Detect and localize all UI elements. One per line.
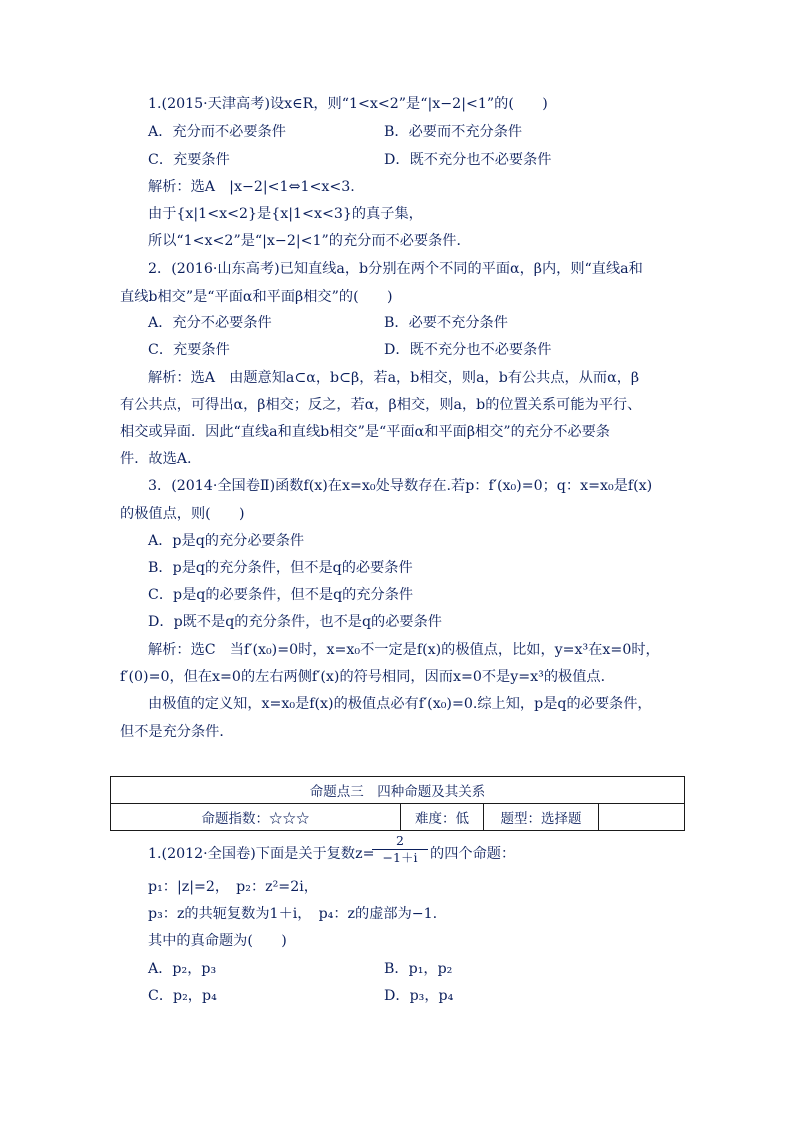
section-info-table (110, 776, 685, 831)
q4-proposition-line: p₃：z的共轭复数为1＋i， p₄：z的虚部为−1. (148, 906, 438, 922)
q1-option-c: C．充要条件 (148, 152, 230, 168)
q2-analysis-line: 相交或异面．因此“直线a和直线b相交”是“平面α和平面β相交”的充分不必要条 (120, 424, 610, 440)
q3-analysis-line: 由极值的定义知，x=x₀是f(x)的极值点必有f′(x₀)=0.综上知，p是q的必要条件， (148, 696, 652, 712)
q3-analysis-line: f′(0)=0，但在x=0的左右两侧f′(x)的符号相同，因而x=0不是y=x³的极值点． (120, 669, 615, 685)
q2-option-a: A．充分不必要条件 (148, 315, 272, 331)
q3-stem-line: 的极值点，则( ) (120, 506, 245, 522)
section-title: 命题点三 四种命题及其关系 (111, 777, 685, 804)
q3-option-b: B．p是q的充分条件，但不是q的必要条件 (148, 560, 413, 576)
q3-option-a: A．p是q的充分必要条件 (148, 533, 305, 549)
q4-option-b: B．p₁，p₂ (384, 961, 453, 977)
q4-proposition-line: p₁：|z|=2， p₂：z²=2i， (148, 879, 318, 895)
q3-analysis-line: 但不是充分条件． (120, 724, 234, 740)
q4-stem-a: 1.(2012·全国卷)下面是关于复数z= (148, 846, 375, 862)
q1-analysis-line: 由于{x|1<x<2}是{x|1<x<3}的真子集， (148, 206, 423, 222)
q4-option-d: D．p₃，p₄ (384, 988, 454, 1004)
q2-stem-line: 直线b相交”是“平面α和平面β相交”的( ) (120, 289, 393, 305)
q3-option-d: D．p既不是q的充分条件，也不是q的必要条件 (148, 614, 442, 630)
q2-option-c: C．充要条件 (148, 342, 230, 358)
q1-stem: 1.(2015·天津高考)设x∈R，则“1<x<2”是“|x−2|<1”的( ) (148, 96, 548, 112)
q1-analysis-line: 解析：选A |x−2|<1⇔1<x<3. (148, 179, 355, 195)
q1-option-d: D．既不充分也不必要条件 (384, 152, 552, 168)
q2-analysis-line: 有公共点，可得出α，β相交；反之，若α，β相交，则a，b的位置关系可能为平行、 (120, 397, 642, 413)
section-question-type: 题型：选择题 (484, 804, 599, 831)
q4-fraction-denominator: −1＋i (382, 850, 418, 865)
q4-stem-b: 的四个命题： (430, 846, 516, 862)
q2-option-d: D．既不充分也不必要条件 (384, 342, 552, 358)
q3-analysis-line: 解析：选C 当f′(x₀)=0时，x=x₀不一定是f(x)的极值点，比如，y=x³在x=0时， (148, 642, 660, 658)
q2-analysis-line: 件．故选A. (120, 451, 192, 467)
q4-ask: 其中的真命题为( ) (148, 933, 287, 949)
section-index-label: 命题指数：☆☆☆ (111, 804, 401, 831)
q3-option-c: C．p是q的必要条件，但不是q的充分条件 (148, 587, 414, 603)
q4-option-a: A．p₂，p₃ (148, 961, 217, 977)
q2-analysis-line: 解析：选A 由题意知a⊂α，b⊂β，若a，b相交，则a，b有公共点，从而α，β (148, 370, 640, 386)
q4-option-c: C．p₂，p₄ (148, 988, 217, 1004)
q1-analysis-line: 所以“1<x<2”是“|x−2|<1”的充分而不必要条件． (148, 233, 471, 249)
q2-option-b: B．必要不充分条件 (384, 315, 508, 331)
q1-option-b: B．必要而不充分条件 (384, 124, 523, 140)
q3-stem-line: 3．(2014·全国卷Ⅱ)函数f(x)在x=x₀处导数存在.若p：f′(x₀)=0；q：x=x₀是f(x) (148, 478, 653, 494)
section-blank-cell (599, 804, 685, 831)
q1-option-a: A．充分而不必要条件 (148, 124, 286, 140)
q4-fraction-numerator: 2 (396, 833, 404, 848)
q4-fraction (372, 834, 428, 865)
q2-stem-line: 2．(2016·山东高考)已知直线a，b分别在两个不同的平面α，β内，则“直线a和 (148, 261, 643, 277)
section-difficulty: 难度：低 (401, 804, 484, 831)
